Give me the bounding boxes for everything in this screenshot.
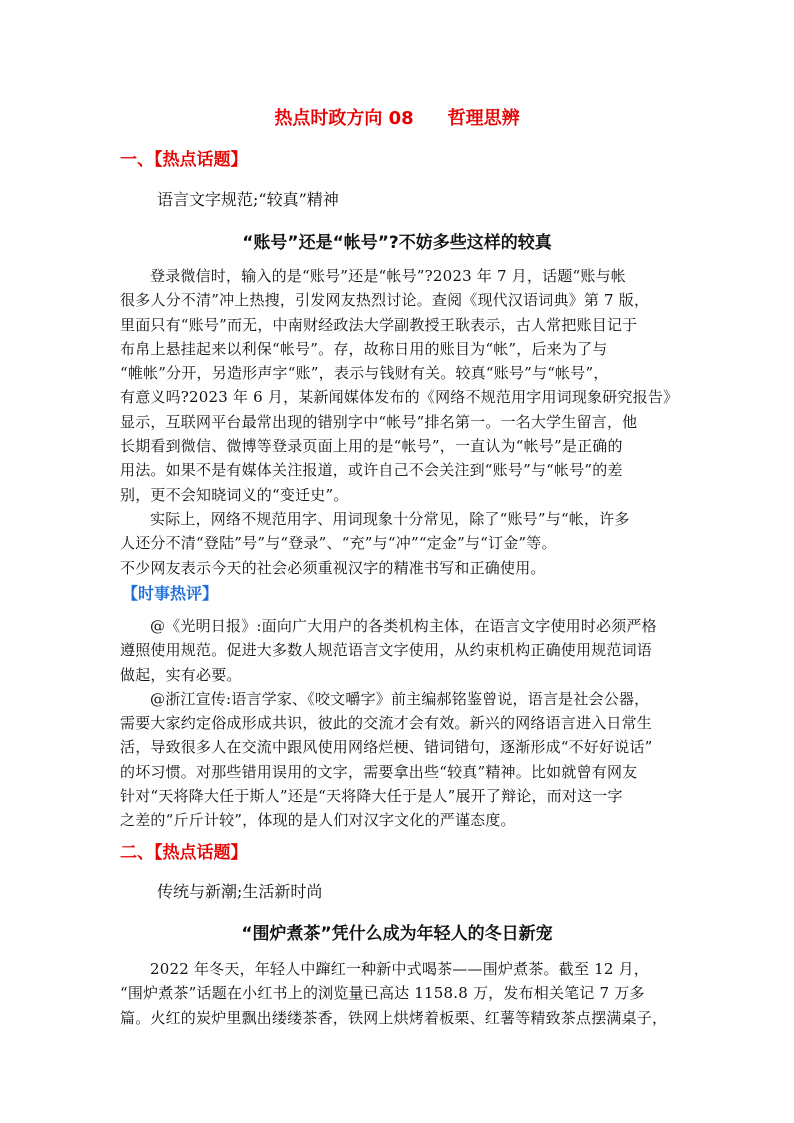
article-line: 人还分不清“登陆”号”与“登录”、“充”与“冲”“定金”与“订金”等。 [120, 534, 557, 553]
article-line: 用法。如果不是有媒体关注报道，或许自己不会关注到“账号”与“帐号”的差 [120, 461, 623, 480]
article-line: 布帛上悬挂起来以利保“帐号”。存，故称日用的账目为“帐”，后来为了与 [120, 339, 608, 358]
section-1-heading: 一、【热点话题】 [120, 150, 248, 170]
section-1-headline: “账号”还是“帐号”?不妨多些这样的较真 [242, 233, 552, 253]
article-line: 显示，互联网平台最常出现的错别字中“帐号”排名第一。一名大学生留言，他 [120, 412, 638, 431]
section-2-article [120, 957, 680, 1030]
article-line: 实际上，网络不规范用字、用词现象十分常见，除了“账号”与“帐，许多 [150, 509, 630, 528]
commentary-line: @浙江宣传:语言学家、《咬文嚼字》前主编郝铭鉴曾说，语言是社会公器， [150, 689, 650, 708]
commentary-line: 的坏习惯。对那些错用误用的文字，需要拿出些“较真”精神。比如就曾有网友 [120, 762, 638, 781]
article-line: 2022 年冬天，年轻人中蹿红一种新中式喝茶——围炉煮茶。截至 12 月， [150, 960, 649, 978]
commentary-line: 遵照使用规范。促进大多数人规范语言文字使用，从约束机构正确使用规范词语 [120, 641, 653, 660]
article-line: 很多人分不清”冲上热搜，引发网友热烈讨论。查阅《现代汉语词典》第 7 版， [120, 291, 650, 310]
section-1-article [120, 264, 680, 580]
article-line: 长期看到微信、微博等登录页面上用的是“帐号”，一直认为“帐号”是正确的 [120, 437, 623, 456]
commentary-block [120, 614, 680, 833]
commentary-tag: 【时事热评】 [122, 584, 219, 603]
section-1-topic: 语言文字规范;“较真”精神 [157, 190, 339, 209]
article-line: 登录微信时，输入的是“账号”还是“帐号”?2023 年 7 月，话题“账与帐 [150, 267, 627, 285]
commentary-line: 活，导致很多人在交流中跟风使用网络烂梗、错词错句，逐渐形成“不好好说话” [120, 738, 653, 757]
title-main: 热点时政方向 08 [274, 108, 414, 129]
article-line: 里面只有“账号”而无，中南财经政法大学副教授王耿表示，古人常把账目记于 [120, 315, 638, 334]
article-line: 篇。火红的炭炉里飘出缕缕茶香，铁网上烘烤着板栗、红薯等精致茶点摆满桌子， [120, 1008, 668, 1027]
commentary-line: @《光明日报》:面向广大用户的各类机构主体，在语言文字使用时必须严格 [150, 617, 657, 635]
article-line: 不少网友表示今天的社会必须重视汉字的精准书写和正确使用。 [120, 558, 546, 577]
article-line: “帷帐”分开，另造形声字“账”，表示与钱财有关。较真“账号”与“帐号”， [120, 364, 609, 383]
section-2-headline: “围炉煮茶”凭什么成为年轻人的冬日新宠 [241, 924, 553, 944]
section-2-heading: 二、【热点话题】 [120, 843, 248, 863]
article-line: 有意义吗?2023 年 6 月，某新闻媒体发布的《网络不规范用字用词现象研究报告》 [120, 388, 679, 407]
commentary-line: 针对“天将降大任于斯人”还是“天将降大任于是人”展开了辩论，而对这一字 [120, 787, 623, 806]
article-line: 别，更不会知晓词义的“变迁史”。 [120, 485, 349, 504]
document-title [0, 106, 794, 132]
article-line: “围炉煮茶”话题在小红书上的浏览量已高达 1158.8 万，发布相关笔记 7 万多 [120, 984, 645, 1003]
commentary-line: 做起，实有必要。 [120, 665, 242, 684]
commentary-line: 需要大家约定俗成形成共识，彼此的交流才会有效。新兴的网络语言进入日常生 [120, 714, 653, 733]
section-2-topic: 传统与新潮;生活新时尚 [157, 882, 323, 901]
title-theme: 哲理思辨 [447, 108, 520, 129]
commentary-line: 之差的“斤斤计较”，体现的是人们对汉字文化的严谨态度。 [120, 811, 516, 830]
